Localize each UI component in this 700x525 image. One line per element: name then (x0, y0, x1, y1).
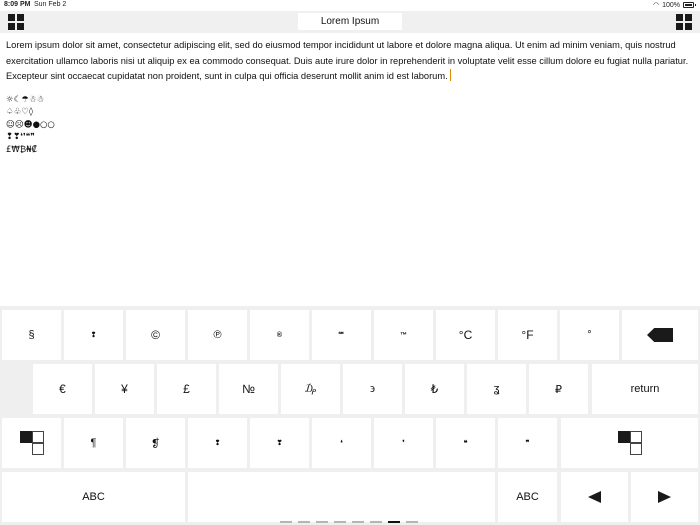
symbol-keyboard (0, 306, 700, 525)
cursor-left-key[interactable] (561, 472, 628, 522)
wifi-icon: ◠ (652, 2, 660, 9)
page-dot[interactable] (280, 521, 292, 523)
key-degree[interactable]: ° (560, 310, 619, 360)
page-dot[interactable] (316, 521, 328, 523)
key-double-comma[interactable]: ❞ (498, 418, 557, 468)
grid-options-icon[interactable] (676, 14, 692, 30)
key-single-comma[interactable]: ❜ (374, 418, 433, 468)
arrow-left-icon (588, 491, 601, 503)
key-double-turned-comma[interactable]: ❝ (436, 418, 495, 468)
page-dot[interactable] (298, 521, 310, 523)
delete-key[interactable] (622, 310, 698, 360)
key-ruble[interactable]: ₽ (529, 364, 588, 414)
space-key[interactable] (188, 472, 495, 522)
symbol-lines (6, 94, 694, 157)
editor-paragraph (6, 38, 694, 85)
key-fahrenheit[interactable]: °F (498, 310, 557, 360)
page-dot[interactable] (334, 521, 346, 523)
key-single-turned-comma[interactable]: ❛ (312, 418, 371, 468)
status-right (653, 1, 694, 9)
key-copyright[interactable]: © (126, 310, 185, 360)
return-key[interactable]: return (592, 364, 698, 414)
editor-text: Lorem ipsum dolor sit amet, consectetur adipiscing elit, sed do eiusmod tempor incididunt ut labore et dolore magna aliqua. Ut enim ad minim veniam, quis nostrud exercitation ullamco laboris nisi ut aliquip ex ea commodo consequat. Duis aute irure dolor in reprehenderit in voluptate velit esse cillum dolore eu fugiat nulla pariatur. Excepteur sint occaecat cupidatat non proident, sunt in culpa qui officia deserunt mollit anim id est laborum. (6, 40, 689, 81)
document-title[interactable]: Lorem Ipsum (298, 13, 402, 30)
key-service-mark[interactable]: ℠ (312, 310, 371, 360)
status-time: 8:09 PM (4, 1, 31, 8)
page-dot[interactable] (370, 521, 382, 523)
app-header (0, 11, 700, 33)
key-exclamation-ornament-2[interactable]: ❢ (188, 418, 247, 468)
text-cursor (450, 69, 451, 81)
cursor-right-key[interactable] (631, 472, 698, 522)
arrow-right-icon (658, 491, 671, 503)
key-pilcrow[interactable]: ¶ (64, 418, 123, 468)
abc-key-left[interactable]: ABC (2, 472, 185, 522)
key-yen[interactable]: ¥ (95, 364, 154, 414)
key-lira[interactable]: ₺ (405, 364, 464, 414)
page-dot-active[interactable] (388, 521, 400, 523)
status-date: Sun Feb 2 (34, 1, 67, 8)
key-reversed-lunate-epsilon[interactable]: ϶ (343, 364, 402, 414)
key-exclamation-ornament[interactable]: ❢ (64, 310, 123, 360)
layout-switch-key-left[interactable] (2, 418, 61, 468)
symbol-line: £₩₿₦₡ (6, 144, 37, 155)
battery-icon (683, 2, 694, 8)
key-drachma[interactable]: ₯ (281, 364, 340, 414)
key-section[interactable]: § (2, 310, 61, 360)
grid-menu-icon[interactable] (8, 14, 24, 30)
key-ezh[interactable]: ʓ (467, 364, 526, 414)
symbol-line: ❢❣❛❜❝❞ (6, 132, 35, 142)
key-curved-pilcrow[interactable]: ❡ (126, 418, 185, 468)
page-dot[interactable] (406, 521, 418, 523)
keyboard-page-indicator[interactable] (280, 521, 418, 525)
key-trademark[interactable]: ™ (374, 310, 433, 360)
text-editor[interactable] (0, 33, 700, 306)
symbol-line: ♤♧♡◊ (6, 107, 34, 117)
key-pound[interactable]: £ (157, 364, 216, 414)
symbol-line: ☺☹☻●○○ (6, 119, 55, 130)
key-numero[interactable]: № (219, 364, 278, 414)
layout-switch-icon (618, 431, 642, 455)
status-bar (0, 0, 700, 11)
key-euro[interactable]: € (33, 364, 92, 414)
key-registered[interactable]: ® (250, 310, 309, 360)
symbol-line: ☼☾☂☃☃ (6, 94, 45, 105)
key-heart-exclamation[interactable]: ❣ (250, 418, 309, 468)
abc-key-right[interactable]: ABC (498, 472, 557, 522)
page-dot[interactable] (352, 521, 364, 523)
battery-percent: 100% (662, 1, 680, 9)
layout-switch-icon (20, 431, 44, 455)
delete-icon (647, 328, 673, 342)
key-celsius[interactable]: °C (436, 310, 495, 360)
key-sound-recording[interactable]: ℗ (188, 310, 247, 360)
layout-switch-key-right[interactable] (561, 418, 698, 468)
